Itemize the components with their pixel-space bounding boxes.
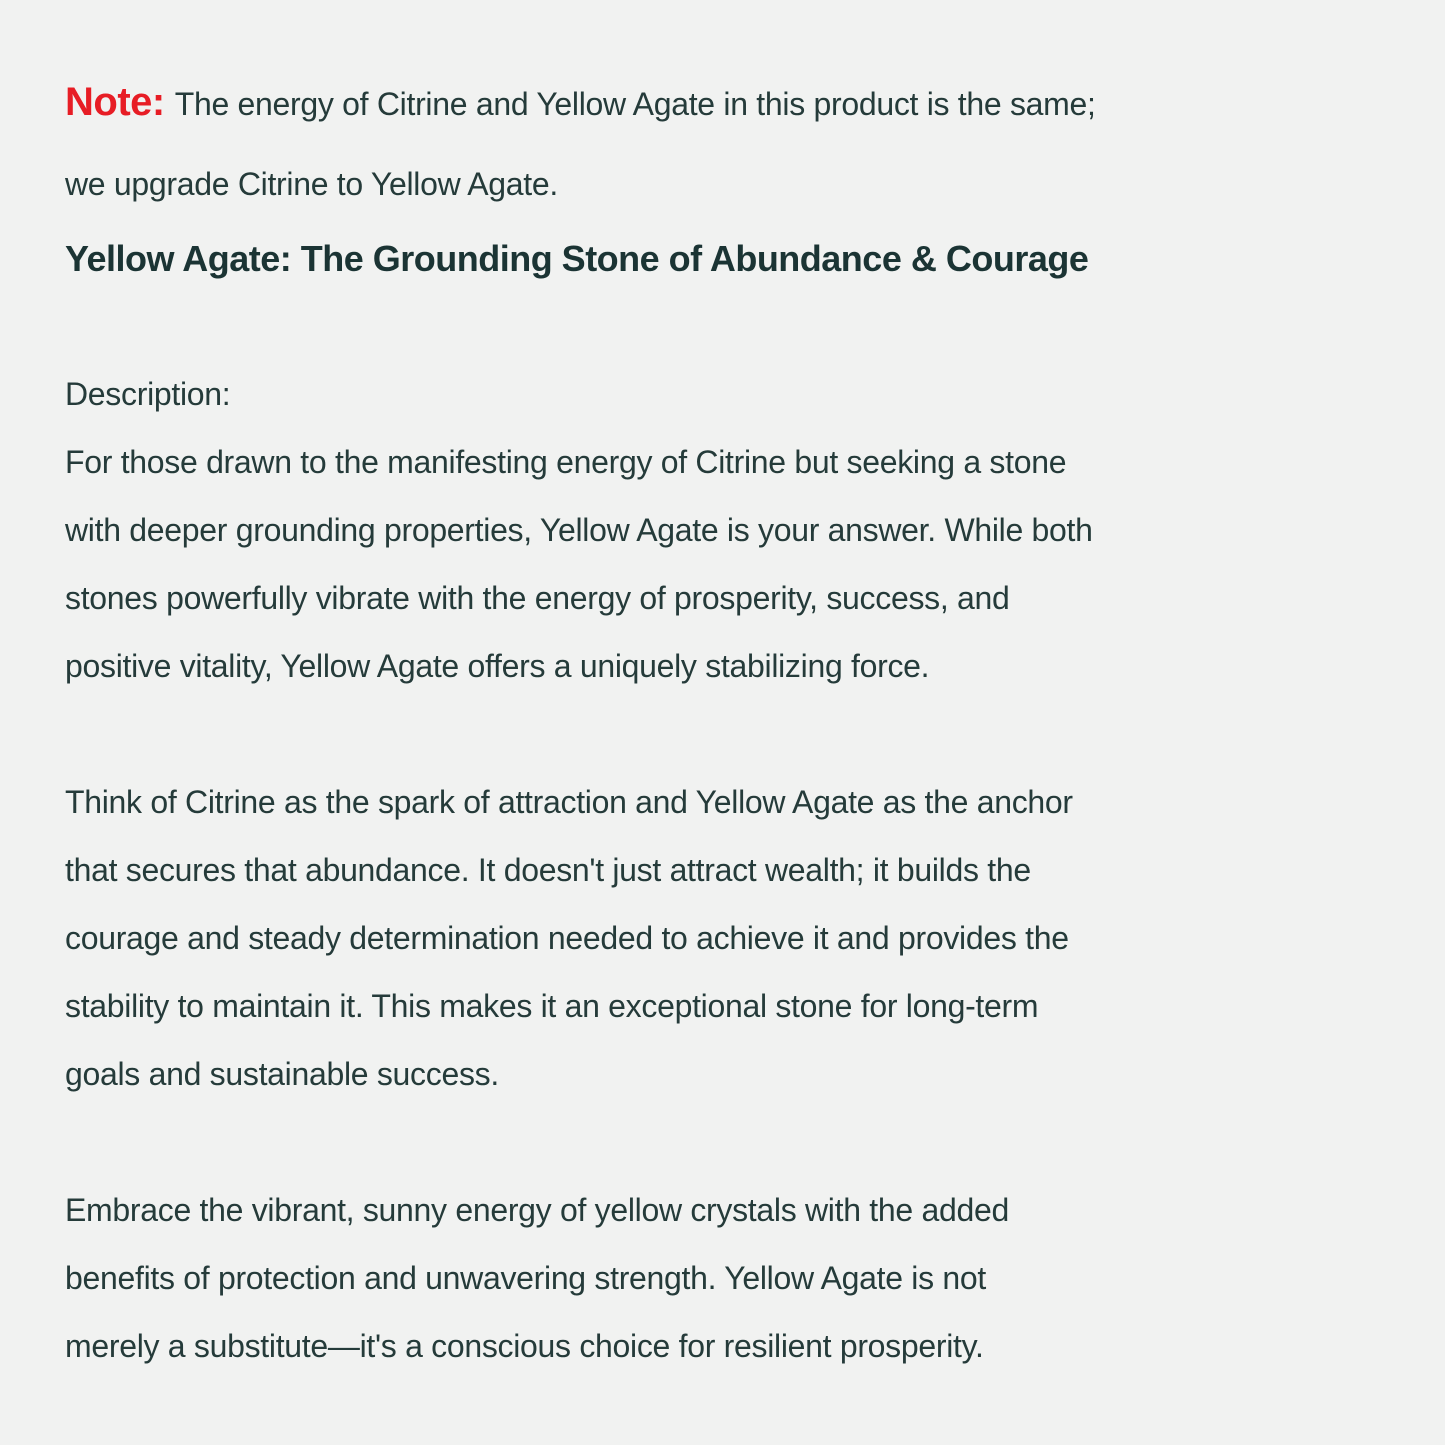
description-label: Description: bbox=[65, 376, 231, 412]
note-text-line-2: we upgrade Citrine to Yellow Agate. bbox=[65, 166, 558, 202]
section-heading: Yellow Agate: The Grounding Stone of Abundance & Courage bbox=[65, 238, 1089, 279]
text-line: with deeper grounding properties, Yellow Agate is your answer. While both bbox=[65, 512, 1093, 548]
text-line: merely a substitute—it's a conscious choice for resilient prosperity. bbox=[65, 1328, 984, 1364]
paragraph-2 bbox=[65, 768, 1390, 1108]
text-line: goals and sustainable success. bbox=[65, 1056, 499, 1092]
text-line: benefits of protection and unwavering strength. Yellow Agate is not bbox=[65, 1260, 986, 1296]
text-line: Think of Citrine as the spark of attraction and Yellow Agate as the anchor bbox=[65, 784, 1073, 820]
text-line: that secures that abundance. It doesn't just attract wealth; it builds the bbox=[65, 852, 1031, 888]
text-line: courage and steady determination needed to achieve it and provides the bbox=[65, 920, 1069, 956]
text-line: For those drawn to the manifesting energy of Citrine but seeking a stone bbox=[65, 444, 1067, 480]
paragraph-3 bbox=[65, 1176, 1390, 1380]
note-line-2 bbox=[65, 144, 1390, 224]
text-line: stability to maintain it. This makes it an exceptional stone for long-term bbox=[65, 988, 1039, 1024]
note-line-1 bbox=[65, 62, 1390, 144]
note-text-line-1: The energy of Citrine and Yellow Agate in this product is the same; bbox=[174, 86, 1096, 122]
text-line: stones powerfully vibrate with the energy of prosperity, success, and bbox=[65, 580, 1010, 616]
text-line: Embrace the vibrant, sunny energy of yellow crystals with the added bbox=[65, 1192, 1009, 1228]
paragraph-1 bbox=[65, 428, 1390, 700]
note-label: Note: bbox=[65, 80, 165, 124]
text-line: positive vitality, Yellow Agate offers a uniquely stabilizing force. bbox=[65, 648, 930, 684]
